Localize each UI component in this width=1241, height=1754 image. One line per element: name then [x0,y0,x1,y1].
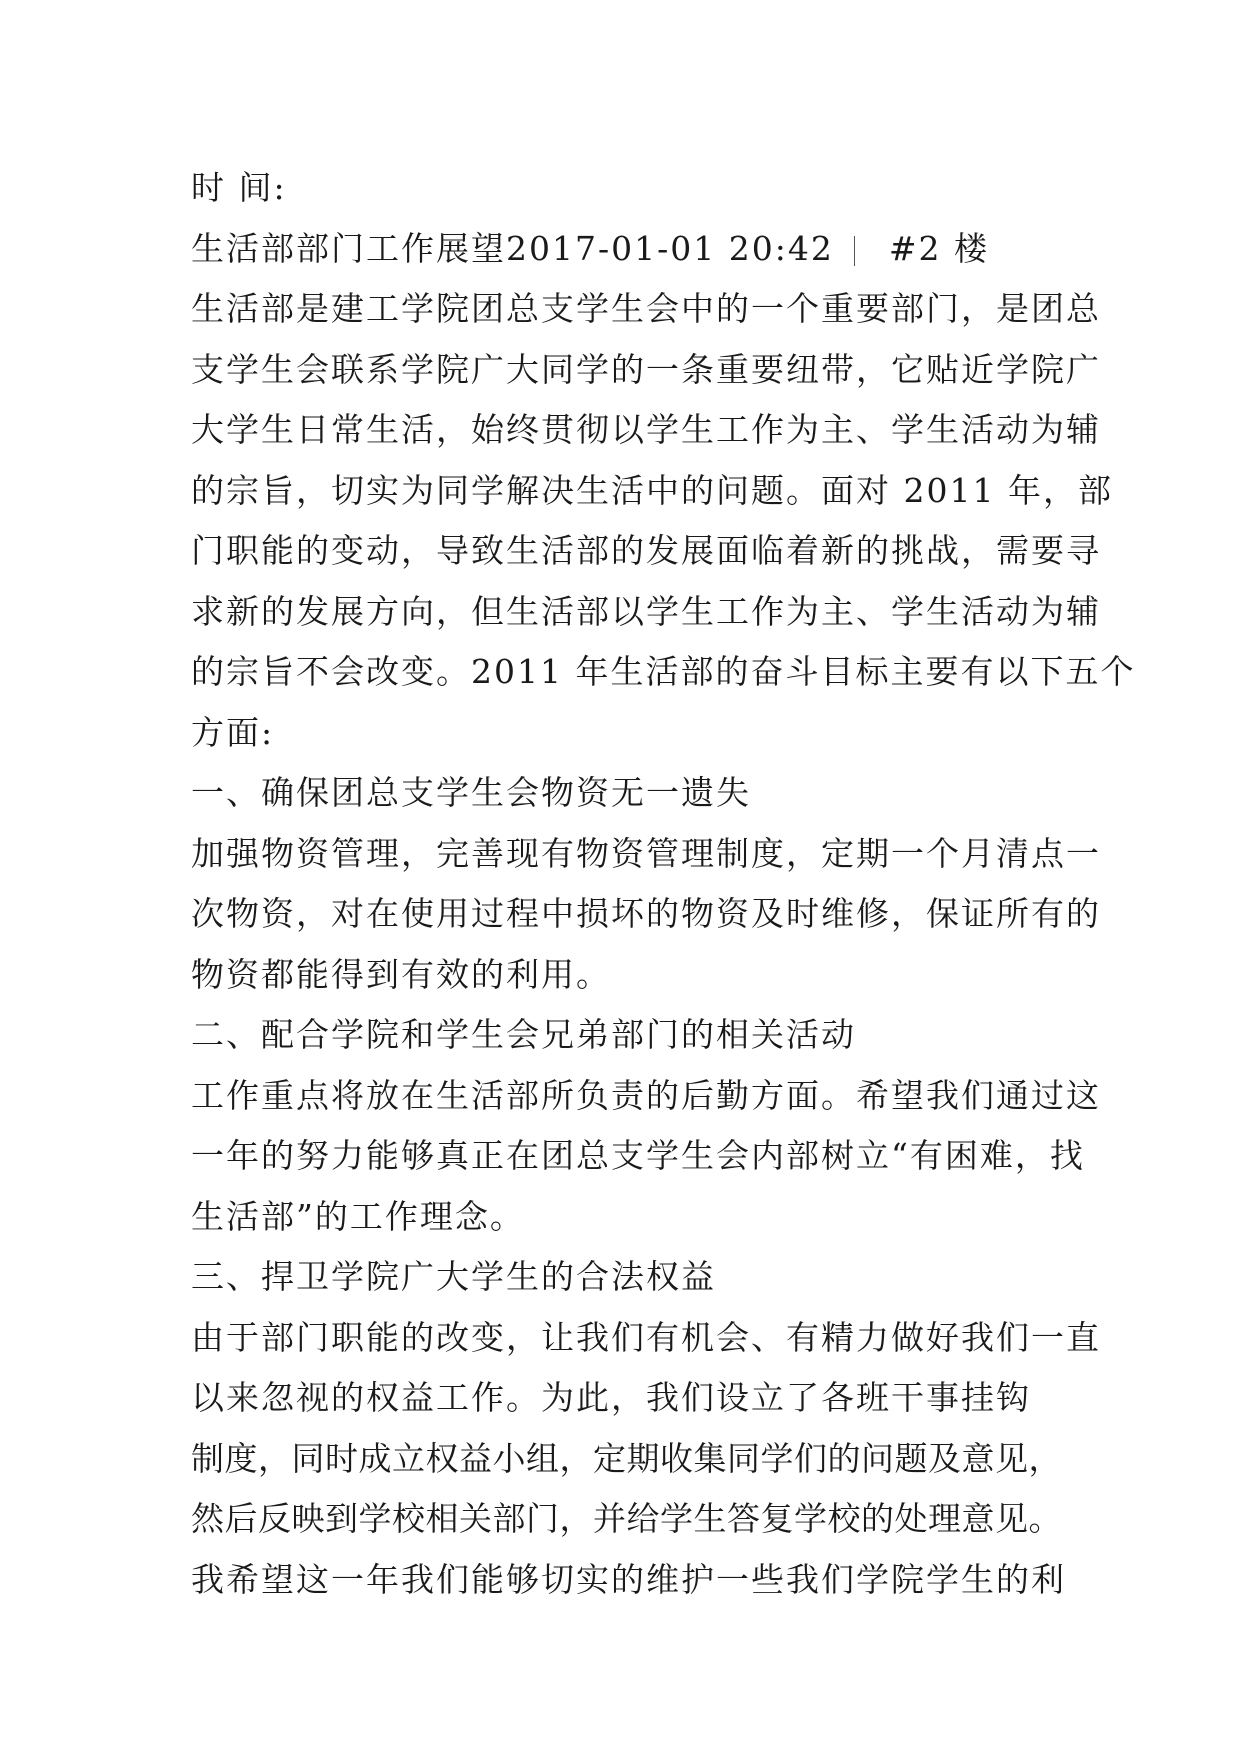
header-separator [854,236,855,266]
post-floor: #2 楼 [888,228,989,268]
body-line: 然后反映到学校相关部门，并给学生答复学校的处理意见。 [191,1499,1062,1538]
body-line: 由于部门职能的改变，让我们有机会、有精力做好我们一直 [191,1317,1101,1357]
body-line: 物资都能得到有效的利用。 [191,954,611,994]
post-title: 生活部部门工作展望 [191,228,506,268]
body-line: 支学生会联系学院广大同学的一条重要纽带，它贴近学院广 [191,349,1101,389]
body-line: 的宗旨，切实为同学解决生活中的问题。面对 2011 年，部 [191,470,1113,510]
body-line: 工作重点将放在生活部所负责的后勤方面。希望我们通过这 [191,1075,1101,1115]
post-header [191,219,1071,280]
body-line: 我希望这一年我们能够切实的维护一些我们学院学生的利 [191,1559,1066,1599]
section-heading: 一、确保团总支学生会物资无一遗失 [191,773,751,812]
body-line: 一年的努力能够真正在团总支学生会内部树立“有困难，找 [191,1136,1085,1175]
body-line: 次物资，对在使用过程中损坏的物资及时维修，保证所有的 [191,894,1101,933]
post-timestamp: 2017-01-01 20:42 [506,228,834,268]
section-heading: 三、捍卫学院广大学生的合法权益 [191,1257,716,1296]
body-line: 求新的发展方向，但生活部以学生工作为主、学生活动为辅 [191,591,1101,631]
document-body [191,158,1136,1610]
section-heading: 二、配合学院和学生会兄弟部门的相关活动 [191,1015,856,1054]
body-line: 生活部是建工学院团总支学生会中的一个重要部门，是团总 [191,289,1101,328]
body-line: 的宗旨不会改变。2011 年生活部的奋斗目标主要有以下五个 [191,652,1136,691]
body-line: 方面: [191,712,275,752]
body-line: 以来忽视的权益工作。为此，我们设立了各班干事挂钩 [191,1378,1031,1417]
body-line: 生活部”的工作理念。 [191,1196,525,1236]
time-label: 时 间: [191,168,287,207]
body-line: 门职能的变动，导致生活部的发展面临着新的挑战，需要寻 [191,531,1101,570]
body-line: 大学生日常生活，始终贯彻以学生工作为主、学生活动为辅 [191,410,1101,449]
body-line: 制度，同时成立权益小组，定期收集同学们的问题及意见， [191,1438,1062,1478]
body-line: 加强物资管理，完善现有物资管理制度，定期一个月清点一 [191,833,1101,873]
